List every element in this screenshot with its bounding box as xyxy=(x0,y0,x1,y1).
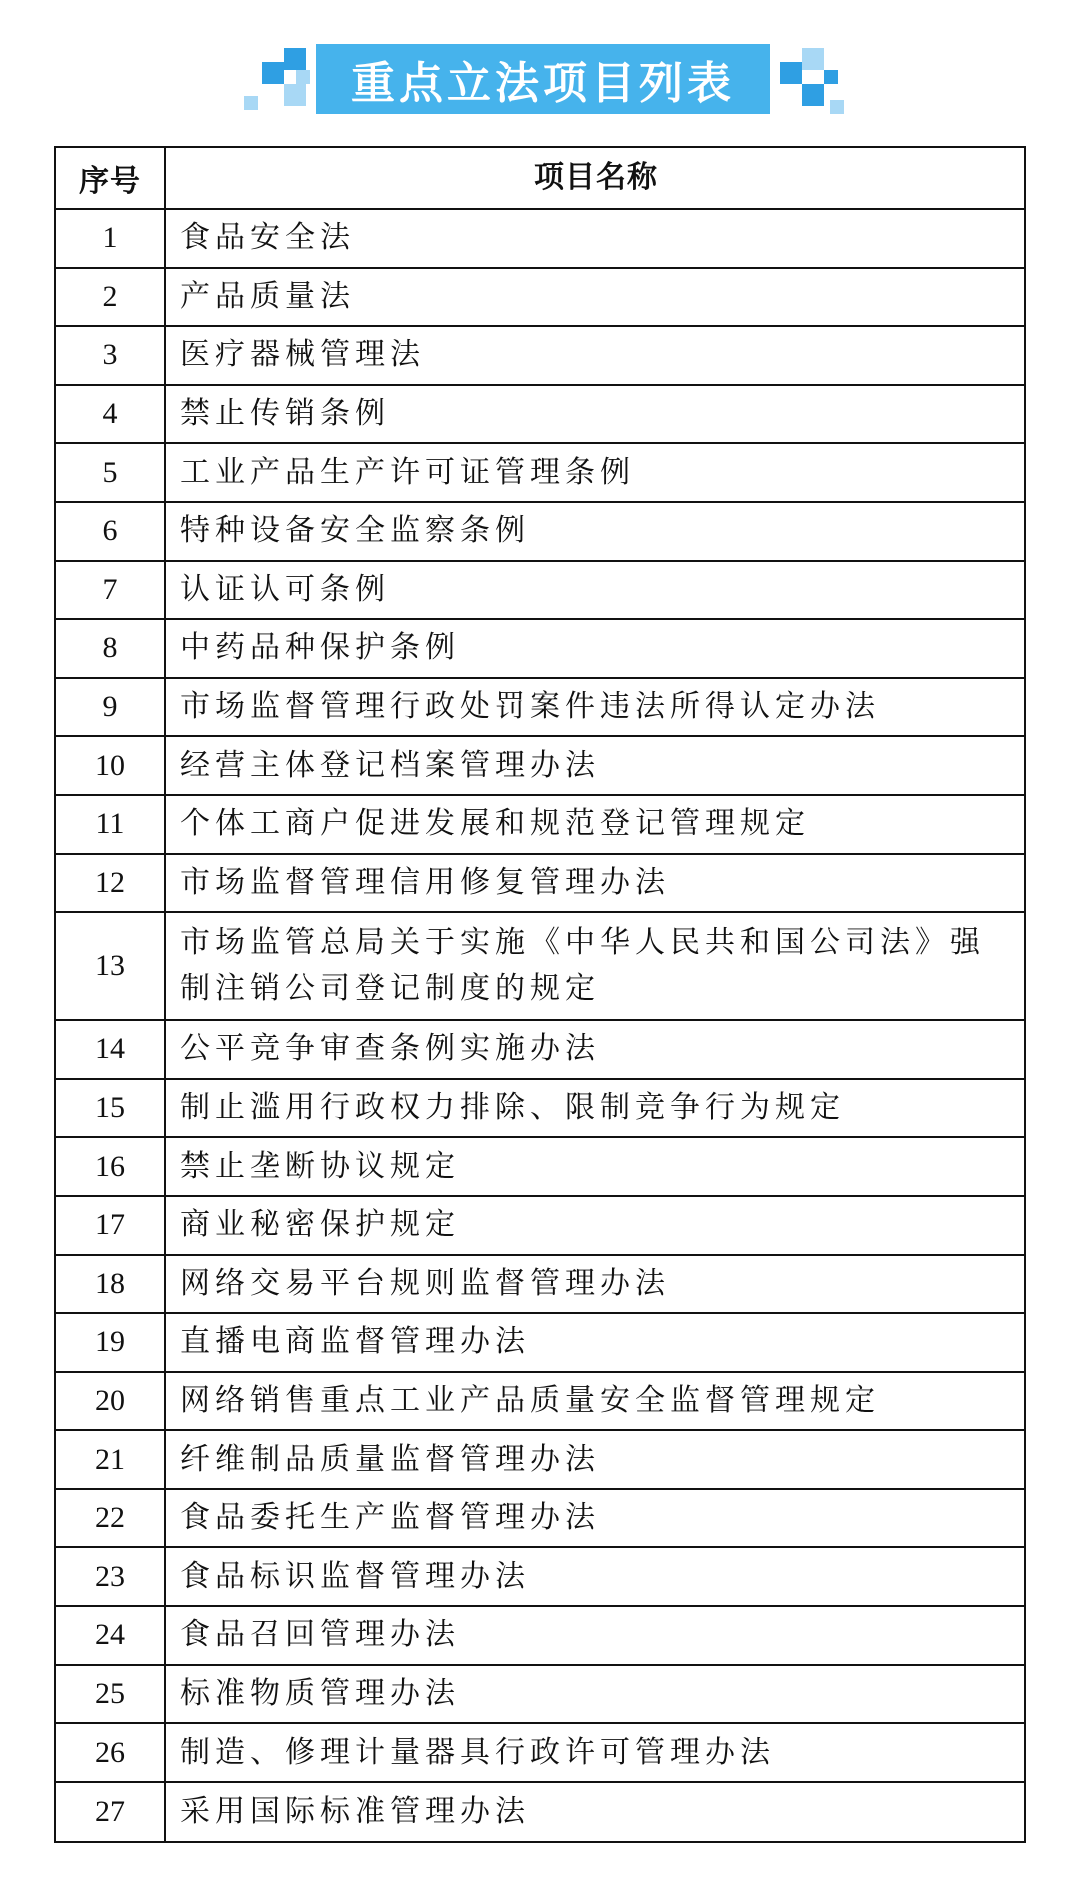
pixel-square-decoration xyxy=(244,96,258,110)
row-project-name: 网络交易平台规则监督管理办法 xyxy=(180,1265,670,1301)
row-number: 10 xyxy=(56,737,166,794)
row-number: 22 xyxy=(56,1490,166,1547)
table-row xyxy=(56,1197,1024,1256)
row-number: 3 xyxy=(56,327,166,384)
table-row xyxy=(56,913,1024,1021)
row-project-name: 公平竞争审查条例实施办法 xyxy=(180,1031,600,1067)
table-row xyxy=(56,1607,1024,1666)
row-project-name: 食品委托生产监督管理办法 xyxy=(180,1500,600,1536)
pixel-square-decoration xyxy=(824,70,838,84)
row-project-name: 网络销售重点工业产品质量安全监督管理规定 xyxy=(180,1382,880,1418)
table-row xyxy=(56,210,1024,269)
pixel-square-decoration xyxy=(780,62,802,84)
row-number: 7 xyxy=(56,562,166,619)
table-row xyxy=(56,1666,1024,1725)
title-banner xyxy=(0,0,1080,130)
table-row xyxy=(56,1724,1024,1783)
header-name: 项目名称 xyxy=(534,160,658,195)
row-project-name: 个体工商户促进发展和规范登记管理规定 xyxy=(180,806,810,842)
row-project-name: 采用国际标准管理办法 xyxy=(180,1794,530,1830)
row-number: 5 xyxy=(56,444,166,501)
table-row xyxy=(56,1138,1024,1197)
row-number: 19 xyxy=(56,1314,166,1371)
table-header-row xyxy=(56,148,1024,210)
row-number: 17 xyxy=(56,1197,166,1254)
table-row xyxy=(56,503,1024,562)
table-row xyxy=(56,562,1024,621)
row-number: 26 xyxy=(56,1724,166,1781)
table-row xyxy=(56,444,1024,503)
row-number: 20 xyxy=(56,1373,166,1430)
row-project-name: 市场监管总局关于实施《中华人民共和国公司法》强制注销公司登记制度的规定 xyxy=(180,925,985,1007)
pixel-square-decoration xyxy=(802,48,824,70)
row-project-name: 中药品种保护条例 xyxy=(180,630,460,666)
pixel-square-decoration xyxy=(296,70,310,84)
row-project-name: 直播电商监督管理办法 xyxy=(180,1324,530,1360)
row-number: 1 xyxy=(56,210,166,267)
pixel-square-decoration xyxy=(284,84,306,106)
row-number: 14 xyxy=(56,1021,166,1078)
table-row xyxy=(56,796,1024,855)
table-row xyxy=(56,1373,1024,1432)
row-project-name: 标准物质管理办法 xyxy=(180,1675,460,1711)
table-row xyxy=(56,855,1024,914)
row-number: 2 xyxy=(56,269,166,326)
row-number: 18 xyxy=(56,1256,166,1313)
row-project-name: 认证认可条例 xyxy=(180,571,390,607)
row-number: 4 xyxy=(56,386,166,443)
row-project-name: 医疗器械管理法 xyxy=(180,337,425,373)
row-project-name: 工业产品生产许可证管理条例 xyxy=(180,454,635,490)
row-number: 11 xyxy=(56,796,166,853)
table-row xyxy=(56,737,1024,796)
legislation-table xyxy=(54,146,1026,1843)
table-row xyxy=(56,327,1024,386)
row-project-name: 食品安全法 xyxy=(180,220,355,256)
row-project-name: 禁止垄断协议规定 xyxy=(180,1148,460,1184)
table-row xyxy=(56,620,1024,679)
row-project-name: 商业秘密保护规定 xyxy=(180,1207,460,1243)
header-number: 序号 xyxy=(56,148,166,208)
row-number: 27 xyxy=(56,1783,166,1842)
table-row xyxy=(56,1548,1024,1607)
table-row xyxy=(56,386,1024,445)
table-row xyxy=(56,1021,1024,1080)
row-project-name: 特种设备安全监察条例 xyxy=(180,513,530,549)
table-row xyxy=(56,1783,1024,1842)
pixel-square-decoration xyxy=(802,84,824,106)
row-number: 23 xyxy=(56,1548,166,1605)
table-row xyxy=(56,1256,1024,1315)
table-row xyxy=(56,1431,1024,1490)
row-project-name: 制造、修理计量器具行政许可管理办法 xyxy=(180,1734,775,1770)
title-bar xyxy=(316,44,770,114)
row-number: 13 xyxy=(56,913,166,1019)
pixel-square-decoration xyxy=(284,48,306,70)
page-title: 重点立法项目列表 xyxy=(351,58,735,109)
row-number: 8 xyxy=(56,620,166,677)
row-number: 16 xyxy=(56,1138,166,1195)
table-row xyxy=(56,1314,1024,1373)
row-project-name: 市场监督管理信用修复管理办法 xyxy=(180,864,670,900)
row-project-name: 禁止传销条例 xyxy=(180,396,390,432)
row-number: 6 xyxy=(56,503,166,560)
row-number: 24 xyxy=(56,1607,166,1664)
table-row xyxy=(56,1490,1024,1549)
row-project-name: 食品标识监督管理办法 xyxy=(180,1558,530,1594)
row-project-name: 制止滥用行政权力排除、限制竞争行为规定 xyxy=(180,1090,845,1126)
row-project-name: 产品质量法 xyxy=(180,278,355,314)
row-project-name: 市场监督管理行政处罚案件违法所得认定办法 xyxy=(180,689,880,725)
pixel-square-decoration xyxy=(262,62,284,84)
table-row xyxy=(56,679,1024,738)
row-number: 12 xyxy=(56,855,166,912)
row-number: 9 xyxy=(56,679,166,736)
row-project-name: 经营主体登记档案管理办法 xyxy=(180,747,600,783)
row-project-name: 纤维制品质量监督管理办法 xyxy=(180,1441,600,1477)
table-row xyxy=(56,269,1024,328)
table-row xyxy=(56,1080,1024,1139)
row-project-name: 食品召回管理办法 xyxy=(180,1617,460,1653)
row-number: 15 xyxy=(56,1080,166,1137)
row-number: 21 xyxy=(56,1431,166,1488)
row-number: 25 xyxy=(56,1666,166,1723)
pixel-square-decoration xyxy=(830,100,844,114)
